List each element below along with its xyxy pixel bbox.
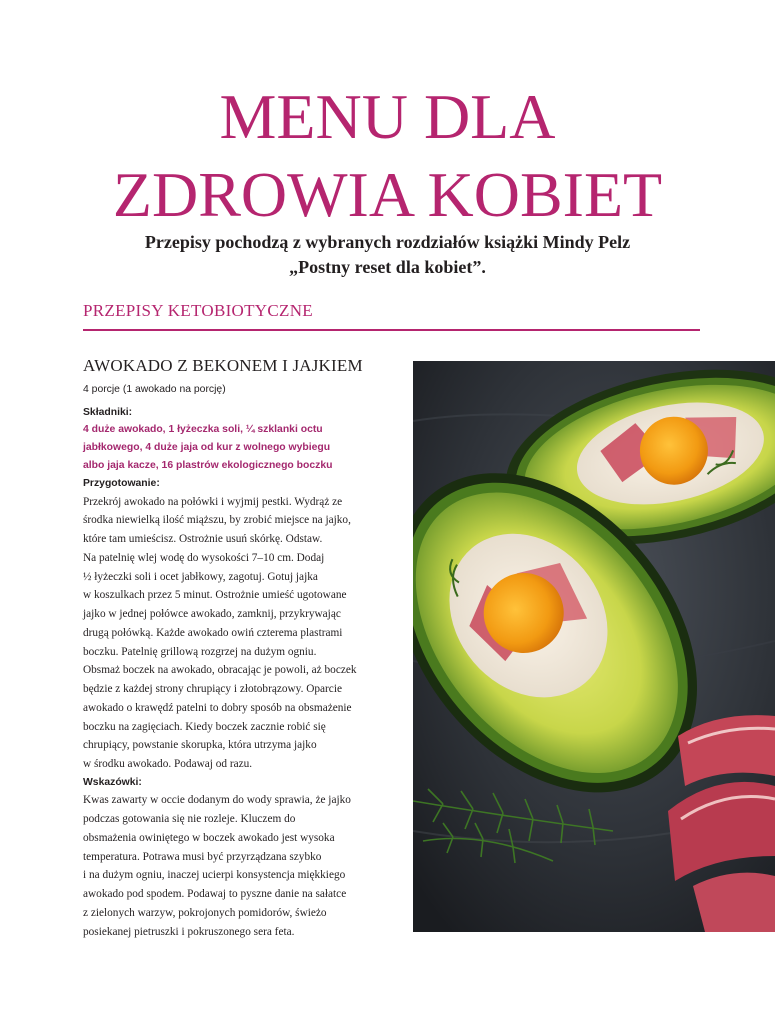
- tips-line: awokado pod spodem. Podawaj to pyszne danie na sałatce: [83, 888, 347, 900]
- tips-label: Wskazówki:: [83, 776, 142, 788]
- preparation-line: będzie z każdej strony chrupiący i złotobrązowy. Oparcie: [83, 683, 342, 695]
- preparation-line: awokado o krawędź patelni to dobry sposób na obsmażenie: [83, 701, 352, 714]
- tips-line: i na dużym ogniu, inaczej ucierpi konsystencja miękkiego: [83, 869, 346, 882]
- preparation-line: boczku. Patelnię grillową rozgrzej na dużym ogniu.: [83, 645, 317, 658]
- recipe-portions: 4 porcje (1 awokado na porcję): [83, 384, 226, 395]
- preparation-line: Obsmaż boczek na awokado, obracając je powoli, aż boczek: [83, 664, 357, 677]
- tips-line: temperatura. Potrawa musi być przyrządzana szybko: [83, 850, 322, 863]
- page-subtitle-line-1: Przepisy pochodzą z wybranych rozdziałów książki Mindy Pelz: [144, 232, 631, 252]
- tips-line: z zielonych warzyw, pokrojonych pomidorów, świeżo: [83, 906, 327, 919]
- preparation-line: Na patelnię wlej wodę do wysokości 7–10 cm. Dodaj: [83, 551, 325, 564]
- preparation-line: Przekrój awokado na połówki i wyjmij pestki. Wydrąż ze: [83, 495, 343, 508]
- section-heading: PRZEPISY KETOBIOTYCZNE: [83, 301, 313, 320]
- ingredients-label: Składniki:: [83, 406, 133, 418]
- page-title: [0, 78, 775, 234]
- recipe-title: AWOKADO Z BEKONEM I JAJKIEM: [83, 356, 363, 375]
- preparation-line: chrupiący, powstanie skorupka, która utrzyma jajko: [83, 739, 317, 752]
- page-subtitle-line-2: „Postny reset dla kobiet”.: [289, 257, 486, 277]
- preparation-line: ½ łyżeczki soli i ocet jabłkowy, zagotuj. Gotuj jajka: [83, 570, 318, 583]
- tips-line: obsmażenia owiniętego w boczek awokado jest wysoka: [83, 831, 335, 844]
- page-title-line-1: MENU DLA: [219, 81, 556, 152]
- preparation-line: drugą połówką. Każde awokado owiń czterema plastrami: [83, 626, 343, 639]
- preparation-line: w środku awokado. Podawaj od razu.: [83, 758, 253, 770]
- recipe: [83, 356, 401, 941]
- ingredients-line: 4 duże awokado, 1 łyżeczka soli, ¼ szklanki octu: [83, 424, 323, 435]
- page-title-line-2: ZDROWIA KOBIET: [112, 159, 663, 230]
- preparation-label: Przygotowanie:: [83, 478, 160, 489]
- tips-text: [83, 791, 401, 941]
- ingredients-line: jabłkowego, 4 duże jaja od kur z wolnego wybiegu: [83, 442, 331, 453]
- ingredients-text: [83, 421, 401, 475]
- ingredients-line: albo jaja kacze, 16 plastrów ekologicznego boczku: [83, 460, 333, 471]
- section-divider: [83, 329, 700, 331]
- tips-line: podczas gotowania się nie rozleje. Kluczem do: [83, 813, 296, 825]
- avocado-bacon-egg-photo: [413, 361, 775, 932]
- preparation-line: środka niewielką ilość miąższu, by zrobić miejsce na jajko,: [83, 514, 351, 527]
- page-subtitle: [0, 230, 775, 280]
- preparation-line: jajko w jednej połówce awokado, zamknij, przykrywając: [83, 608, 341, 620]
- tips-line: Kwas zawarty w occie dodanym do wody sprawia, że jajko: [83, 794, 351, 807]
- preparation-line: boczku na zagięciach. Kiedy boczek zacznie robić się: [83, 720, 326, 733]
- preparation-line: w koszulkach przez 5 minut. Ostrożnie umieść ugotowane: [83, 589, 347, 602]
- tips-line: posiekanej pietruszki i pokruszonego sera feta.: [83, 925, 295, 938]
- preparation-line: które tam umieścisz. Ostrożnie usuń skórkę. Odstaw.: [83, 533, 323, 545]
- preparation-text: [83, 493, 401, 774]
